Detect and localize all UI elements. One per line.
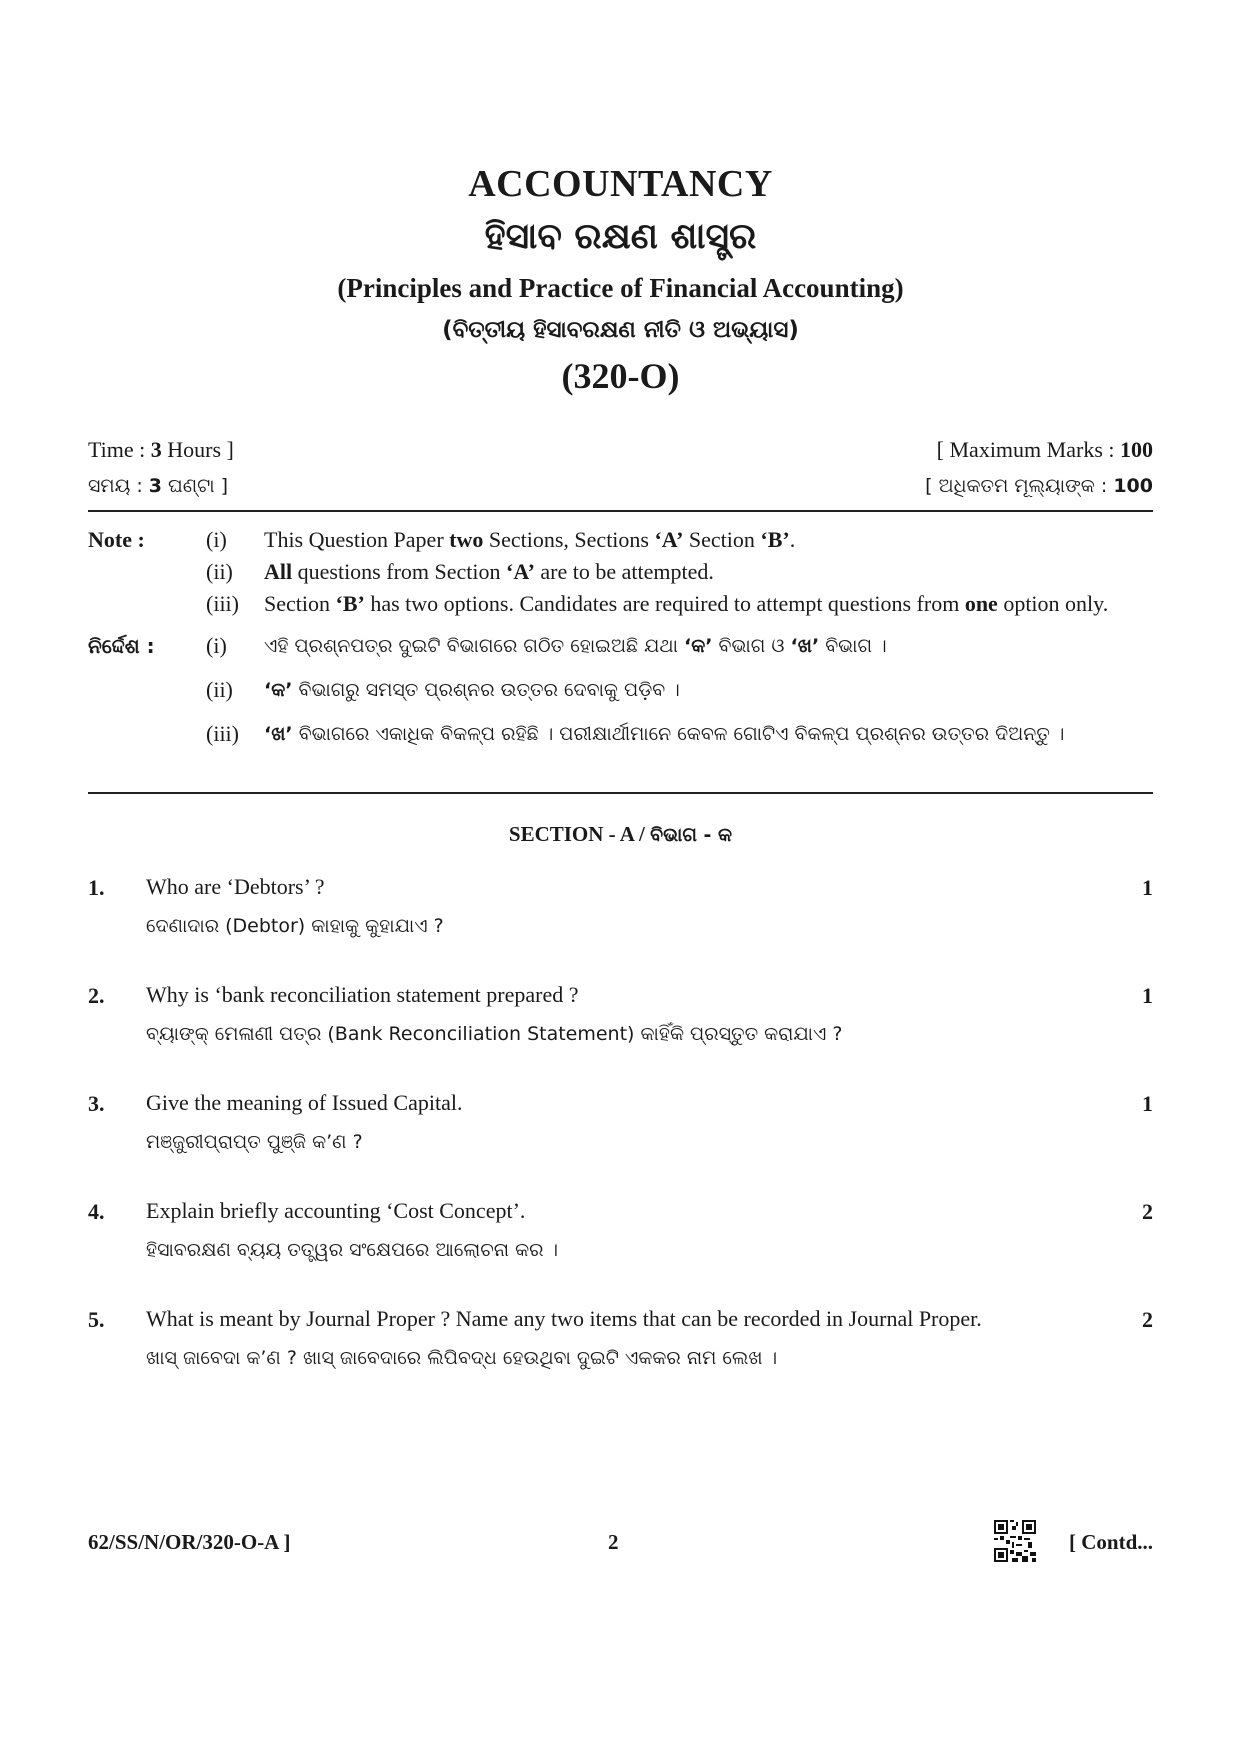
note-text [264,556,1153,588]
title-block [88,160,1153,402]
note-text-bold: All [264,559,293,584]
question-item [88,1304,1153,1374]
marks-label-odia: [ ଅଧିକତମ ମୂଲ୍ୟାଙ୍କ : [925,475,1114,497]
time-unit-odia: ଘଣ୍ଟା ] [162,475,229,497]
marks-value-odia: 100 [1113,475,1153,497]
note-text [264,588,1153,620]
note-en-2 [88,556,1153,588]
question-text-english: Who are ‘Debtors’ ? [146,874,325,899]
question-marks: 1 [1142,1091,1153,1116]
note-text-bold: one [964,591,998,616]
divider-bottom [88,792,1153,794]
time-english [88,432,234,468]
note-text-bold: ‘ଖ’ [790,635,820,657]
page-number: 2 [608,1530,619,1554]
note-text-part: ବିଭାଗ ଓ [712,635,791,657]
question-text-english: Why is ‘bank reconciliation statement prepared ? [146,982,579,1007]
subject-code: (320-O) [561,356,680,396]
paper-code: 62/SS/N/OR/320-O-A ] [88,1530,291,1554]
question-text-english: What is meant by Journal Proper ? Name any two items that can be recorded in Journal Proper. [146,1306,982,1331]
marks-odia [925,468,1153,504]
section-heading [88,822,1153,847]
note-text-bold: ‘A’ [506,559,535,584]
question-item [88,872,1153,942]
question-marks: 1 [1142,983,1153,1008]
note-text-odia [264,712,1153,756]
question-text-odia: ହିସାବରକ୍ଷଣ ବ୍ୟୟ ତତ୍ତ୍ୱର ସଂକ୍ଷେପରେ ଆଲୋଚନା କର । [146,1239,559,1261]
note-text-part: option only. [997,591,1109,616]
note-text-part: ବିଭାଗରୁ ସମସ୍ତ ପ୍ରଶ୍ନର ଉତ୍ତର ଦେବାକୁ ପଡ଼ିବ । [292,679,680,701]
note-text-bold: ‘କ’ [684,635,713,657]
note-text-part: This Question Paper [264,527,450,552]
question-paper-page [88,0,1153,1755]
question-item [88,1088,1153,1158]
question-number: 1. [88,875,105,900]
section-heading-english: SECTION - A / [508,822,651,846]
time-unit: Hours ] [161,437,234,462]
marks-english [937,432,1153,468]
continued-label: [ Contd... [1068,1530,1153,1554]
note-number: (iii) [206,591,239,616]
question-text-odia: ମଞ୍ଜୁରୀପ୍ରାପ୍ତ ପୁଞ୍ଜି କ’ଣ ? [146,1131,363,1153]
question-item [88,1196,1153,1266]
note-text-part: Sections, Sections [483,527,655,552]
title-odia: ହିସାବ ରକ୍ଷଣ ଶାସ୍ତ୍ର [484,216,757,257]
note-text-part: ବିଭାଗରେ ଏକାଧିକ ବିକଳ୍ପ ରହିଛି । ପରୀକ୍ଷାର୍ଥୀମାନେ କେବଳ ଗୋଟିଏ ବିକଳ୍ପ ପ୍ରଶ୍ନର ଉତ୍ତର ଦିଅନ୍ତୁ । [292,723,1065,745]
note-number: (i) [206,633,227,658]
question-body [146,1304,1113,1374]
time-odia [88,468,228,504]
note-en-3 [88,588,1153,620]
question-text-odia: ଖାସ୍ ଜାବେଦା କ’ଣ ? ଖାସ୍ ଜାବେଦାରେ ଲିପିବଦ୍ଧ ହେଉଥିବା ଦୁଇଟି ଏକକର ନାମ ଲେଖ । [146,1347,778,1369]
time-value: 3 [150,437,162,462]
time-value-odia: 3 [148,475,162,497]
note-text-part: ବିଭାଗ । [819,635,887,657]
note-text-odia [264,668,1153,712]
note-or-3 [88,712,1153,756]
note-text-bold: ‘B’ [335,591,365,616]
question-number: 5. [88,1307,105,1332]
subtitle-odia: (ବିତ୍ତୀୟ ହିସାବରକ୍ଷଣ ନୀତି ଓ ଅଭ୍ୟାସ) [442,317,799,343]
note-text-bold: ‘B’ [760,527,790,552]
question-marks: 1 [1142,875,1153,900]
marks-label: [ Maximum Marks : [936,437,1120,462]
question-text-odia: ବ୍ୟାଙ୍କ୍ ମେଳାଣୀ ପତ୍ର (Bank Reconciliation Statement) କାହିଁକି ପ୍ରସ୍ତୁତ କରାଯାଏ ? [146,1023,843,1045]
question-text-english: Give the meaning of Issued Capital. [146,1090,463,1115]
note-text-bold: ‘A’ [654,527,684,552]
meta-row-odia [88,468,1153,504]
time-label: Time : [88,437,151,462]
time-label-odia: ସମୟ : [88,475,149,497]
subtitle-english: (Principles and Practice of Financial Accounting) [337,273,904,303]
question-number: 2. [88,983,105,1008]
marks-value: 100 [1120,437,1153,462]
note-text-part: Section [683,527,761,552]
note-text-bold: two [449,527,484,552]
question-item [88,980,1153,1050]
question-number: 3. [88,1091,105,1116]
note-label-odia: ନିର୍ଦ୍ଦେଶ : [88,634,155,658]
note-text-part: are to be attempted. [534,559,714,584]
note-text-odia [264,624,1153,668]
question-marks: 2 [1142,1199,1153,1224]
question-marks: 2 [1142,1307,1153,1332]
note-en-1 [88,524,1153,556]
exam-meta [88,432,1153,504]
note-text-bold: ‘ଖ’ [264,723,293,745]
meta-row-english [88,432,1153,468]
note-text-part: . [789,527,796,552]
title-english: ACCOUNTANCY [468,163,773,205]
note-text-part: has two options. Candidates are required to attempt questions from [364,591,965,616]
page-footer [88,1520,1153,1568]
question-text-odia: ଦେଣାଦାର (Debtor) କାହାକୁ କୁହାଯାଏ ? [146,915,444,937]
note-number: (i) [206,527,227,552]
section-heading-odia: ବିଭାଗ - କ [650,824,733,846]
question-number: 4. [88,1199,105,1224]
note-number: (iii) [206,721,239,746]
instructions [88,524,1153,756]
question-body [146,872,1113,942]
note-label: Note : [88,527,145,552]
note-number: (ii) [206,559,233,584]
question-body [146,1196,1113,1266]
note-or-1 [88,624,1153,668]
divider-top [88,510,1153,512]
question-list [88,872,1153,1412]
note-text-part: ଏହି ପ୍ରଶ୍ନପତ୍ର ଦୁଇଟି ବିଭାଗରେ ଗଠିତ ହୋଇଅଛି ଯଥା [264,635,684,657]
note-text-bold: ‘କ’ [264,679,293,701]
note-text-part: questions from Section [292,559,506,584]
note-text-part: Section [264,591,336,616]
qr-code-icon [994,1520,1036,1562]
question-text-english: Explain briefly accounting ‘Cost Concept’. [146,1198,526,1223]
note-text [264,524,1153,556]
question-body [146,1088,1113,1158]
note-number: (ii) [206,677,233,702]
question-body [146,980,1113,1050]
note-or-2 [88,668,1153,712]
